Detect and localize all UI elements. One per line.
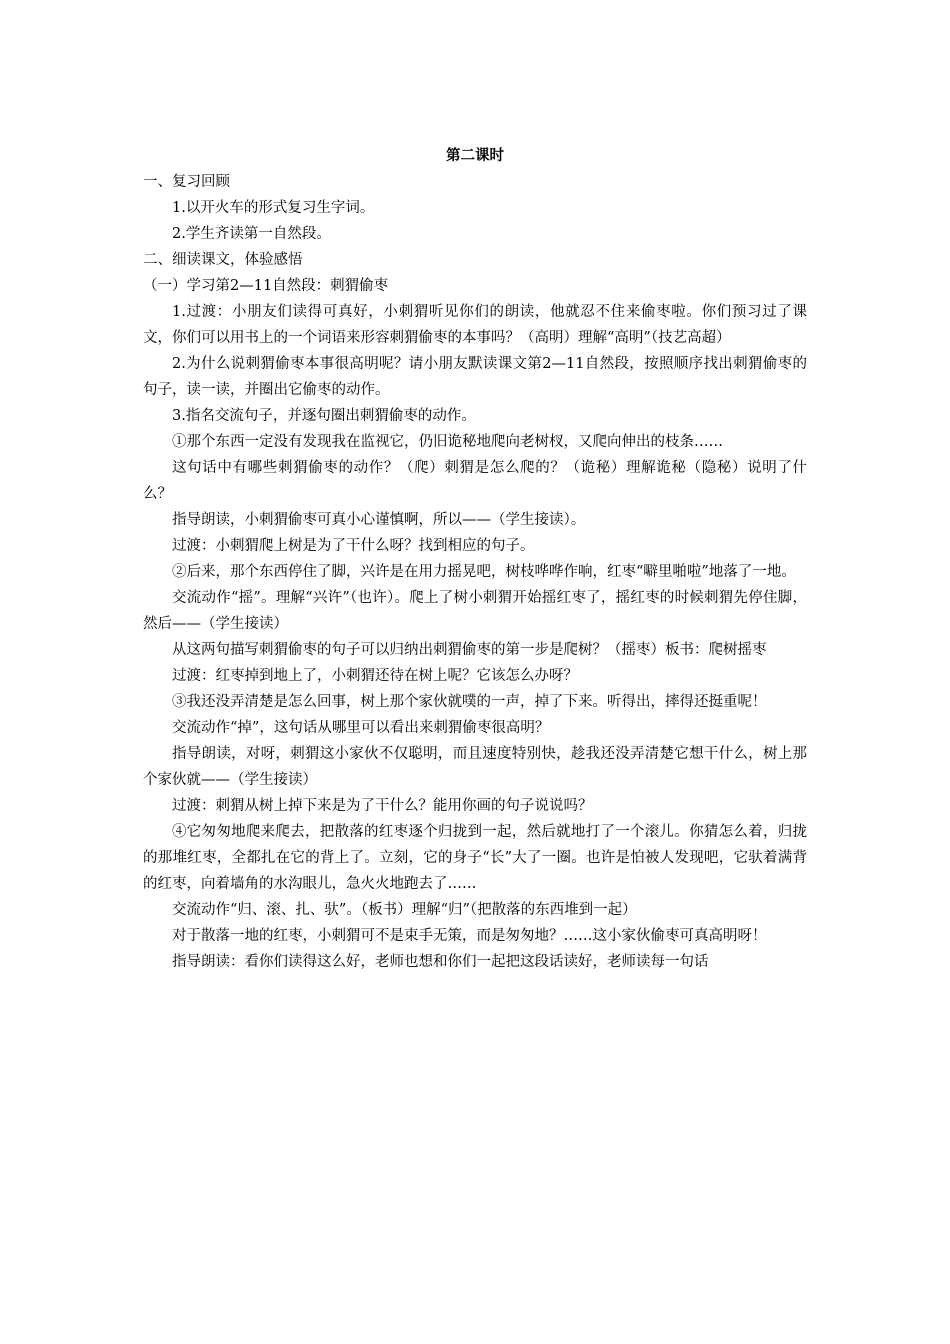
paragraph: 过渡：小刺猬爬上树是为了干什么呀？找到相应的句子。	[172, 538, 535, 554]
paragraph: 指导朗读，对呀，刺猬这小家伙不仅聪明，而且速度特别快，趁我还没弄清楚它想干什么，树上那个家伙就——（学生接读）	[143, 746, 807, 788]
paragraph: 过渡：红枣掉到地上了，小刺猬还待在树上呢？它该怎么办呀？	[172, 668, 578, 684]
paragraph: ①那个东西一定没有发现我在监视它，仍旧诡秘地爬向老树杈，又爬向伸出的枝条……	[172, 434, 723, 450]
paragraph: 1.以开火车的形式复习生字词。	[172, 200, 375, 216]
paragraph: 交流动作“归、滚、扎、驮”。（板书）理解“归”（把散落的东西堆到一起）	[172, 902, 637, 918]
paragraph: ②后来，那个东西停住了脚，兴许是在用力摇晃吧，树枝哗哗作响，红枣“噼里啪啦”地落了一地。	[172, 564, 796, 580]
paragraph: ③我还没弄清楚是怎么回事，树上那个家伙就噗的一声，掉了下来。听得出，摔得还挺重呢！	[172, 694, 767, 710]
paragraph: 3.指名交流句子，并逐句圈出刺猬偷枣的动作。	[172, 408, 476, 424]
paragraph: 这句话中有哪些刺猬偷枣的动作？（爬）刺猬是怎么爬的？（诡秘）理解诡秘（隐秘）说明了什么？	[143, 460, 807, 502]
paragraph: 交流动作“摇”。理解“兴许”（也许）。爬上了树小刺猬开始摇红枣了，摇红枣的时候刺猬先停住脚，然后——（学生接读）	[143, 590, 807, 632]
body-text	[143, 169, 807, 975]
paragraph: 二、细读课文，体验感悟	[143, 252, 303, 268]
paragraph: ④它匆匆地爬来爬去，把散落的红枣逐个归拢到一起，然后就地打了一个滚儿。你猜怎么着，归拢的那堆红枣，全都扎在它的背上了。立刻，它的身子“长”大了一圈。也许是怕被人发现吧，它驮着满背的红枣，向着墙角的水沟眼儿，急火火地跑去了……	[143, 824, 807, 892]
paragraph: 交流动作“掉”，这句话从哪里可以看出来刺猬偷枣很高明？	[172, 720, 550, 736]
paragraph: 从这两句描写刺猬偷枣的句子可以归纳出刺猬偷枣的第一步是爬树？（摇枣）板书：爬树摇枣	[172, 642, 767, 658]
paragraph: 2.学生齐读第一自然段。	[172, 226, 331, 242]
document-page	[143, 143, 807, 975]
paragraph: 指导朗读，小刺猬偷枣可真小心谨慎啊，所以——（学生接读）。	[172, 512, 586, 528]
paragraph: （一）学习第2—11自然段：刺猬偷枣	[143, 278, 389, 294]
paragraph: 一、复习回顾	[143, 174, 230, 190]
paragraph: 过渡：刺猬从树上掉下来是为了干什么？能用你画的句子说说吗？	[172, 798, 593, 814]
paragraph: 1.过渡：小朋友们读得可真好，小刺猬听见你们的朗读，他就忍不住来偷枣啦。你们预习过了课文，你们可以用书上的一个词语来形容刺猬偷枣的本事吗？（高明）理解“高明”（技艺高超）	[143, 304, 807, 346]
paragraph: 指导朗读：看你们读得这么好，老师也想和你们一起把这段话读好，老师读每一句话	[172, 954, 709, 970]
paragraph: 2.为什么说刺猬偷枣本事很高明呢？请小朋友默读课文第2—11自然段，按照顺序找出刺猬偷枣的句子，读一读，并圈出它偷枣的动作。	[143, 356, 807, 398]
paragraph: 对于散落一地的红枣，小刺猬可不是束手无策，而是匆匆地？……这小家伙偷枣可真高明呀！	[172, 928, 767, 944]
page-title: 第二课时	[446, 147, 504, 164]
